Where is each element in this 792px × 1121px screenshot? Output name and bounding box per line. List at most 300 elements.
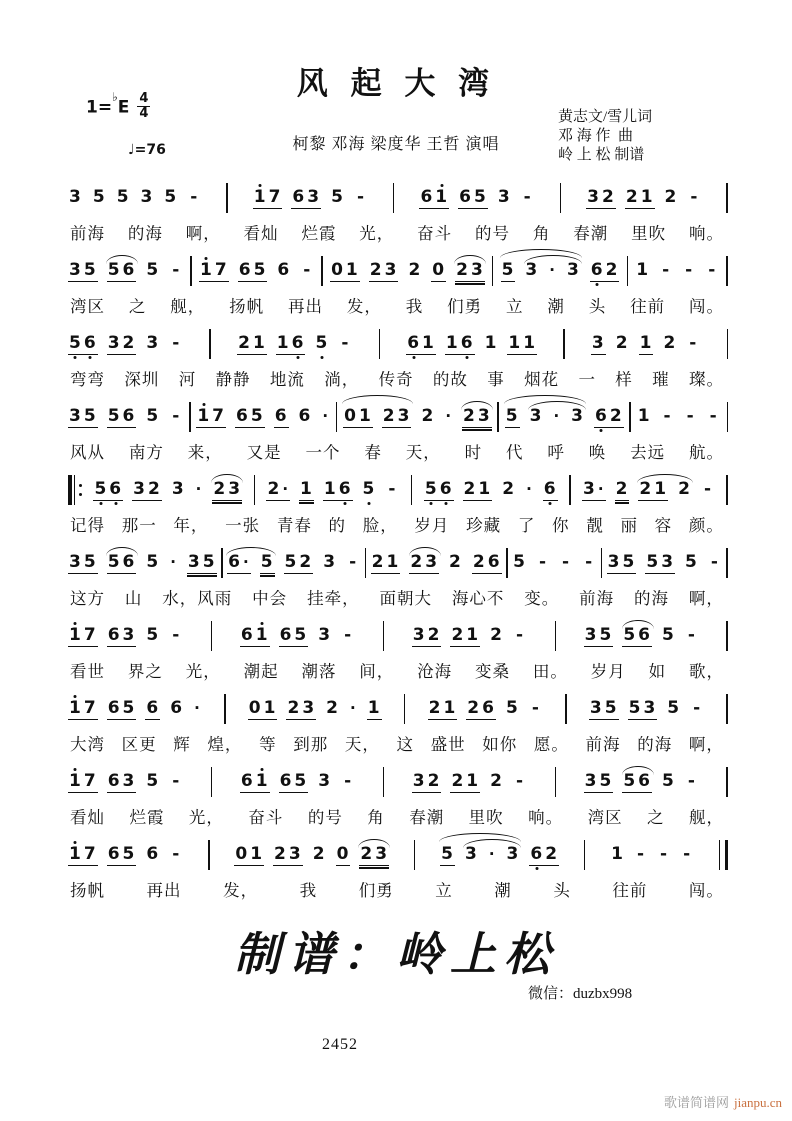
measure <box>512 553 596 573</box>
measure <box>68 845 183 866</box>
lyric-group: 看灿 <box>243 224 279 243</box>
note-char: 6 <box>638 770 651 791</box>
note-char: - <box>538 552 547 572</box>
lyric-group: 愿。 <box>533 735 569 754</box>
lyric-group: 的海 <box>637 735 673 754</box>
score-line <box>68 537 728 610</box>
note-char: 0 <box>336 843 350 864</box>
note-token <box>107 772 137 793</box>
lyric-group: 挂牵， <box>307 589 360 608</box>
note-token <box>639 334 654 355</box>
note-char: 2 <box>615 333 629 353</box>
measure <box>424 480 558 501</box>
note-char: - <box>686 406 695 426</box>
barline <box>565 694 567 724</box>
note-token <box>322 553 337 573</box>
note-token <box>450 772 480 793</box>
lyric-group: 如 <box>648 662 667 681</box>
note-token <box>279 626 309 647</box>
note-token <box>349 699 358 719</box>
note-token <box>590 261 620 282</box>
lyric-group: 春 <box>364 443 382 462</box>
note-char: 1 <box>386 551 400 572</box>
note-char: 2 <box>326 698 340 718</box>
note-token <box>466 699 496 720</box>
note-token <box>685 626 699 646</box>
slur-arc <box>439 833 521 842</box>
note-char: 2 <box>427 770 441 791</box>
note-char: 3 <box>122 624 136 645</box>
note-char: 0 <box>248 697 262 718</box>
lyrics-row <box>68 362 728 390</box>
notes-row <box>68 464 728 508</box>
lyric-group: 珍藏 <box>466 516 502 535</box>
note-token <box>298 407 313 427</box>
note-token <box>253 188 283 209</box>
note-char: 7 <box>83 624 97 645</box>
note-token <box>536 553 550 573</box>
lyric-group: 等 <box>259 735 277 754</box>
note-token <box>354 188 368 208</box>
note-char: 2 <box>410 551 424 572</box>
note-token <box>582 553 596 573</box>
note-char: 5 <box>662 625 675 645</box>
lyric-group: 航。 <box>689 443 724 462</box>
note-token <box>708 553 722 573</box>
note-char: 3 <box>566 260 580 280</box>
lyric-group: 这 <box>396 735 414 754</box>
measure <box>227 553 360 574</box>
lyrics-row <box>68 654 728 682</box>
note-token <box>145 626 160 646</box>
note-char: 3 <box>587 186 600 207</box>
note-token <box>68 407 98 428</box>
notes-row <box>68 537 728 581</box>
measure <box>440 845 559 866</box>
lyric-group: 潮 <box>494 881 512 900</box>
site-url[interactable]: jianpu.cn <box>733 1095 782 1110</box>
lyric-group: 立 <box>506 297 524 316</box>
note-char: 2 <box>360 843 374 864</box>
lyric-group: 之 <box>647 808 665 827</box>
note-char: 1 <box>345 259 359 280</box>
note-char: 6 <box>279 770 293 791</box>
lyric-group: 湾区 <box>70 297 105 316</box>
score-line <box>68 464 728 537</box>
note-char: 2 <box>408 260 422 280</box>
note-char: - <box>172 333 181 353</box>
note-char: 1 <box>300 478 313 499</box>
note-token <box>701 480 715 500</box>
slur-arc <box>504 395 586 404</box>
lyric-group: 来， <box>187 443 223 462</box>
note-token <box>145 334 160 354</box>
flat-icon: ♭ <box>112 89 118 104</box>
note-char: 1 <box>358 405 372 426</box>
measure <box>253 188 368 209</box>
note-token <box>68 626 98 647</box>
lyric-group: 角 <box>532 224 551 243</box>
barline <box>379 329 381 359</box>
note-token <box>68 772 98 793</box>
note-char: 5 <box>623 624 637 645</box>
note-char: - <box>356 187 365 207</box>
measure <box>237 334 352 355</box>
note-char: 5 <box>646 551 660 572</box>
note-token <box>407 261 422 281</box>
note-char: 3 <box>584 624 598 645</box>
lyric-group: 靓 <box>586 516 604 535</box>
barline <box>726 694 728 724</box>
lyric-group: 盛世 <box>430 735 466 754</box>
wechat-contact: 微信：duzbx998 <box>528 986 633 1002</box>
measure <box>412 772 527 793</box>
barline <box>727 402 729 432</box>
barline <box>336 402 338 432</box>
note-char: 1 <box>435 186 449 207</box>
note-token <box>321 407 330 427</box>
note-char: · <box>350 699 357 717</box>
note-char: 1 <box>69 770 82 791</box>
note-token <box>529 407 544 427</box>
note-char: 5 <box>622 551 636 572</box>
repeat-start-barline <box>68 475 82 505</box>
note-char: 1 <box>197 405 211 426</box>
note-char: 2 <box>605 259 619 280</box>
lyric-group: 潮 <box>547 297 565 316</box>
note-char: 6 <box>236 405 249 426</box>
note-token <box>680 845 694 865</box>
note-token <box>521 188 535 208</box>
note-char: - <box>523 187 532 207</box>
score-line <box>68 683 728 756</box>
lyric-group: 再出 <box>288 297 323 316</box>
note-char: 7 <box>83 697 97 718</box>
note-char: 2 <box>382 405 396 426</box>
note-char: 6 <box>292 186 306 207</box>
note-token <box>68 845 98 866</box>
note-char: - <box>172 260 181 280</box>
note-char: · <box>170 553 177 571</box>
note-char: 5 <box>505 405 519 426</box>
note-token <box>690 699 704 719</box>
note-char: 6 <box>291 332 305 353</box>
lyric-group: 里吹 <box>631 224 667 243</box>
note-token <box>512 553 527 573</box>
lyric-group: 沧海 <box>417 662 453 681</box>
note-char: 2 <box>502 479 516 499</box>
note-token <box>238 261 268 282</box>
note-char: 2 <box>371 551 385 572</box>
note-token <box>145 407 160 427</box>
measure <box>406 334 537 355</box>
lyric-group: 变桑 <box>475 662 511 681</box>
note-char: 1 <box>263 697 277 718</box>
note-char: 3 <box>497 187 511 207</box>
lyric-group: 时 <box>464 443 483 462</box>
note-char: 0 <box>344 405 357 426</box>
lyric-group: 如你 <box>482 735 518 754</box>
score-line <box>68 391 728 464</box>
note-token <box>657 845 671 865</box>
lyric-group: 头 <box>588 297 607 316</box>
note-token <box>145 699 160 720</box>
barline <box>726 621 728 651</box>
note-char: 6 <box>338 478 352 499</box>
note-token <box>359 845 389 866</box>
note-char: 3 <box>171 479 185 499</box>
note-char: 3 <box>591 332 605 353</box>
note-char: 2 <box>456 259 469 280</box>
note-token <box>455 261 485 282</box>
note-char: 5 <box>599 770 613 791</box>
note-char: - <box>693 698 702 718</box>
note-token <box>195 480 204 500</box>
note-char: · <box>194 699 201 717</box>
note-token <box>513 626 527 646</box>
note-char: · <box>242 552 250 571</box>
note-char: 3 <box>228 478 242 499</box>
note-char: 6 <box>240 624 254 645</box>
lyric-group: 地流 <box>269 370 305 389</box>
lyric-group: 记得 <box>70 516 105 535</box>
lyric-group: 扬帆 <box>229 297 265 316</box>
note-char: 1 <box>250 843 264 864</box>
lyrics-row <box>68 508 728 536</box>
note-token <box>140 188 155 208</box>
note-char: - <box>515 625 525 645</box>
measure <box>68 334 183 355</box>
note-char: - <box>636 844 646 864</box>
lyric-group: 潮落 <box>301 662 337 681</box>
barline <box>492 256 494 286</box>
barline <box>211 621 213 651</box>
lyric-group: 璨。 <box>688 370 724 389</box>
note-char: 5 <box>260 551 274 572</box>
lyric-group: 那一 <box>121 516 157 535</box>
note-char: - <box>172 406 181 426</box>
note-char: 6 <box>107 697 121 718</box>
note-char: · <box>526 480 533 498</box>
score-area <box>68 172 728 902</box>
note-token <box>645 553 675 574</box>
note-token <box>276 261 291 281</box>
measure <box>607 553 722 574</box>
barline <box>726 183 728 213</box>
note-char: 1 <box>466 624 480 645</box>
lyric-group: 光， <box>359 224 395 243</box>
note-token <box>93 480 123 501</box>
note-char: 6 <box>122 259 136 280</box>
measure <box>248 699 382 720</box>
barline <box>404 694 406 724</box>
note-token <box>591 334 606 355</box>
note-char: 5 <box>662 771 675 791</box>
note-char: 1 <box>323 478 337 499</box>
note-token <box>570 407 585 427</box>
note-char: 5 <box>685 552 698 572</box>
note-token <box>163 188 178 208</box>
note-token <box>107 699 137 720</box>
note-char: 1 <box>422 332 435 353</box>
note-token <box>501 261 516 282</box>
time-signature: $\frac{4}{4}$ <box>139 91 149 121</box>
note-token <box>338 334 352 354</box>
barline <box>393 183 395 213</box>
note-char: - <box>662 260 671 280</box>
note-token <box>622 626 652 647</box>
note-char: 6 <box>407 332 421 353</box>
note-token <box>448 553 463 573</box>
barline <box>226 183 228 213</box>
lyric-group: 前海 <box>585 735 621 754</box>
note-char: 5 <box>604 697 618 718</box>
note-char: 0 <box>432 259 446 280</box>
barline <box>189 402 191 432</box>
note-char: 6 <box>274 405 288 426</box>
note-char: 1 <box>523 332 537 353</box>
lyric-group: 了 <box>517 516 536 535</box>
note-char: 7 <box>212 405 225 426</box>
measure <box>240 772 355 793</box>
note-token <box>260 553 275 574</box>
lyric-group: 响。 <box>688 224 724 243</box>
note-token <box>584 626 614 647</box>
lyric-group: 面朝大 <box>379 589 432 608</box>
note-char: · <box>445 407 453 425</box>
lyric-group: 南方 <box>128 443 164 462</box>
note-char: 2 <box>312 844 326 864</box>
note-char: 5 <box>513 552 526 572</box>
note-char: 3 <box>465 844 478 864</box>
lyric-group: 一张 <box>225 516 261 535</box>
barline <box>627 256 629 286</box>
note-char: · <box>597 479 605 498</box>
measure <box>637 407 721 427</box>
note-char: - <box>531 698 540 718</box>
measure <box>412 626 527 647</box>
notes-row <box>68 391 728 435</box>
lyric-group: 再出 <box>146 881 182 900</box>
note-token <box>682 261 696 281</box>
lyric-group: 岁月 <box>414 516 450 535</box>
note-token <box>107 407 137 428</box>
note-char: 1 <box>654 478 668 499</box>
note-token <box>276 334 306 355</box>
note-token <box>169 261 183 281</box>
lyric-group: 的号 <box>307 808 343 827</box>
note-char: 1 <box>445 332 459 353</box>
page-number: 2452 <box>322 1036 358 1053</box>
note-token <box>497 188 512 208</box>
measure <box>199 261 314 282</box>
note-token <box>227 553 251 574</box>
note-char: 1 <box>639 332 653 353</box>
note-token <box>325 699 340 719</box>
note-token <box>346 553 360 573</box>
lyrics-row <box>68 216 728 244</box>
note-char: 2 <box>299 551 313 572</box>
note-char: 2 <box>451 624 465 645</box>
note-char: 1 <box>200 259 213 280</box>
note-token <box>193 699 202 719</box>
lyric-group: 的 <box>328 516 347 535</box>
lyrics-row <box>68 581 728 609</box>
note-char: 3 <box>470 259 484 280</box>
note-char: 6 <box>146 697 160 718</box>
note-char: - <box>687 625 696 645</box>
lyric-group: 山 <box>124 589 143 608</box>
note-char: 3 <box>140 187 154 207</box>
note-char: 5 <box>107 551 121 572</box>
note-char: 2 <box>615 478 629 499</box>
note-char: 6 <box>487 551 501 572</box>
barline <box>211 767 213 797</box>
lyric-group: 里吹 <box>468 808 504 827</box>
note-char: 3 <box>643 697 657 718</box>
note-token <box>169 407 183 427</box>
lyric-group: 辉 <box>173 735 191 754</box>
lyric-group: 唤 <box>588 443 607 462</box>
note-token <box>212 480 242 501</box>
note-token <box>662 334 677 354</box>
note-char: 6 <box>594 405 608 426</box>
note-char: · <box>195 480 203 498</box>
note-char: 2 <box>664 187 678 207</box>
note-char: 2 <box>467 697 481 718</box>
barline <box>506 548 508 578</box>
lyric-group: 烂霞 <box>301 224 337 243</box>
note-token <box>169 334 183 354</box>
note-token <box>607 553 637 574</box>
note-char: - <box>190 187 199 207</box>
note-char: 2 <box>287 697 301 718</box>
note-token <box>684 553 699 573</box>
measure <box>68 553 217 574</box>
note-char: 6 <box>107 770 121 791</box>
note-token <box>586 188 616 209</box>
note-char: - <box>660 844 669 864</box>
key-signature <box>86 89 150 121</box>
lyric-group: 传奇 <box>378 370 414 389</box>
note-char: 6 <box>638 624 651 645</box>
note-token <box>625 188 655 209</box>
note-char: 3 <box>412 624 426 645</box>
barline <box>563 329 565 359</box>
note-token <box>685 772 699 792</box>
lyric-group: 到那 <box>293 735 329 754</box>
note-char: 2 <box>490 771 503 791</box>
arranger-signature: 制谱：岭上松 <box>234 927 558 981</box>
measure <box>419 188 534 209</box>
note-token <box>420 407 435 427</box>
note-char: 6 <box>107 624 121 645</box>
note-char: 2 <box>421 406 435 426</box>
note-token <box>299 480 314 501</box>
note-token <box>638 480 668 501</box>
note-char: 3 <box>397 405 411 426</box>
note-char: 5 <box>253 259 267 280</box>
note-token <box>371 553 401 574</box>
lyric-group: 舰， <box>170 297 206 316</box>
lyricist-credit: 黄志文/雪儿词 <box>558 109 653 125</box>
score-line <box>68 829 728 902</box>
lyric-group: 河 <box>178 370 197 389</box>
lyrics-row <box>68 289 728 317</box>
note-token <box>705 261 719 281</box>
note-char: - <box>303 260 312 280</box>
note-char: - <box>388 479 397 499</box>
